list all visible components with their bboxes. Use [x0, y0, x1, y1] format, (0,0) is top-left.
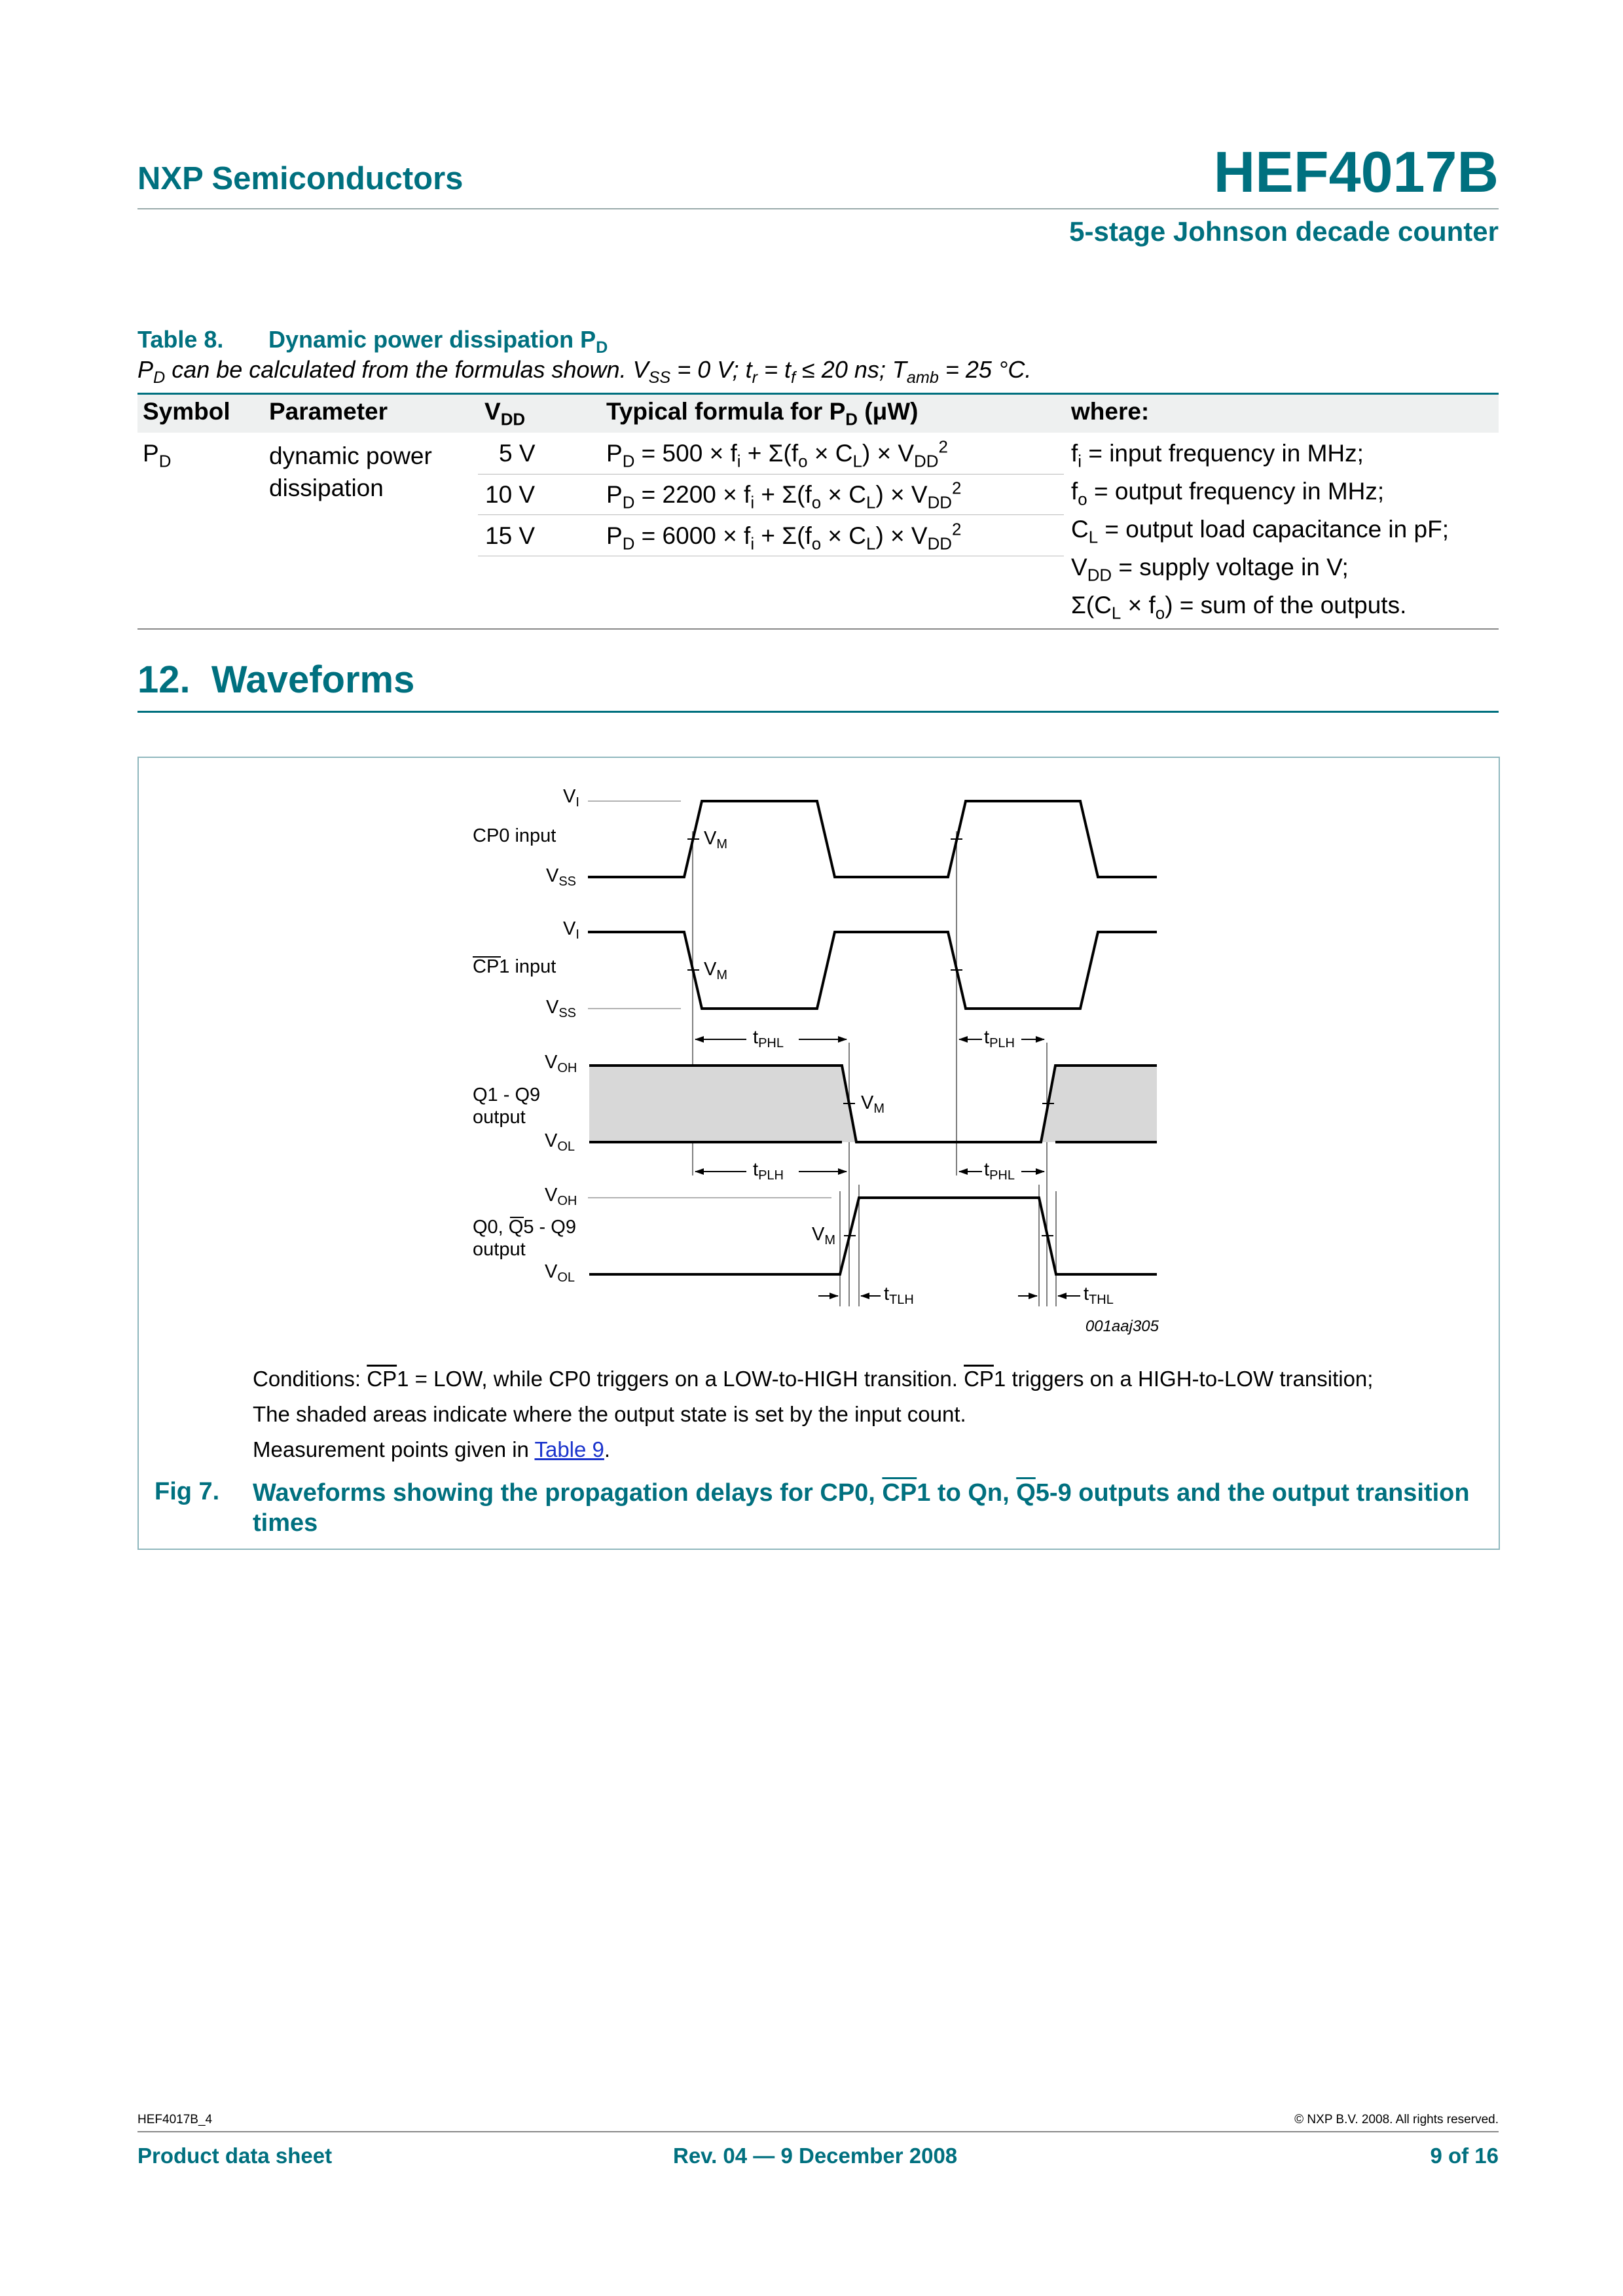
table-9-link[interactable]: Table 9 — [534, 1437, 604, 1462]
tplh-label: $t_{PLH}$ — [984, 1027, 1015, 1050]
tphl-label: $t_{PHL}$ — [984, 1159, 1015, 1183]
where-item: $f_i$ = input frequency in MHz; — [1071, 440, 1364, 471]
table-header-symbol: Symbol — [143, 398, 230, 425]
cell-vdd: 5 V — [499, 440, 536, 467]
cell-vdd: 10 V — [485, 481, 536, 508]
voh-label: $V_{OH}$ — [545, 1185, 577, 1208]
cell-parameter: dynamic power dissipation — [269, 442, 432, 501]
tplh-label: $t_{PLH}$ — [753, 1159, 784, 1183]
cp1-waveform — [588, 932, 1157, 1009]
footer-page: 9 of 16 — [1430, 2144, 1499, 2168]
vm-label: $V_M$ — [861, 1092, 885, 1116]
where-item: $C_L$ = output load capacitance in pF; — [1071, 516, 1449, 547]
tphl-label: $t_{PHL}$ — [753, 1027, 784, 1050]
where-item: $V_{DD}$ = supply voltage in V; — [1071, 554, 1349, 585]
cell-formula: $P_D = 2200 \times f_i + \Sigma(f_o \times C_L) \times V_{DD}^2$ — [606, 479, 962, 512]
where-item: $\Sigma(C_L \times f_o)$ = sum of the outputs. — [1071, 592, 1407, 623]
vm-label: $V_M$ — [704, 959, 728, 982]
vol-label: $V_{OL}$ — [545, 1130, 575, 1154]
figure-note: Measurement points given in Table 9. — [253, 1437, 611, 1462]
table-number: Table 8. — [137, 326, 224, 353]
vi-label: $V_I$ — [563, 786, 579, 810]
vss-label: $V_{SS}$ — [546, 865, 577, 889]
cell-symbol: $P_D$ — [143, 440, 172, 471]
figure-note: The shaded areas indicate where the output state is set by the input count. — [253, 1402, 966, 1426]
cp0-label: CP0 input — [473, 825, 556, 846]
q0-waveform — [589, 1198, 1157, 1274]
table-header-parameter: Parameter — [269, 398, 388, 425]
where-item: $f_o$ = output frequency in MHz; — [1071, 478, 1385, 509]
footer-doc-type: Product data sheet — [137, 2144, 333, 2168]
q1-label: Q1 - Q9 — [473, 1085, 541, 1105]
footer-copyright: © NXP B.V. 2008. All rights reserved. — [1294, 2113, 1499, 2126]
q0-label: Q0, Q5 - Q9 — [473, 1217, 576, 1238]
voh-label: $V_{OH}$ — [545, 1052, 577, 1075]
table-description: $P_D$ can be calculated from the formulas shown. $V_{SS} = 0$ V; $t_r = t_f \le 20$ ns; $T_{amb} = 25$ °C. — [137, 356, 1032, 387]
vol-label: $V_{OL}$ — [545, 1261, 575, 1285]
ttlh-label: $t_{TLH}$ — [884, 1283, 914, 1307]
section-title: 12. Waveforms — [137, 658, 415, 701]
q1-shaded-region — [589, 1066, 856, 1142]
footer-rule — [137, 2131, 1499, 2132]
q1-shaded-region — [1041, 1066, 1157, 1142]
cp0-waveform — [588, 801, 1157, 877]
cell-vdd: 15 V — [485, 522, 536, 549]
product-subtitle: 5-stage Johnson decade counter — [1069, 216, 1499, 247]
table-header-where: where: — [1071, 398, 1150, 425]
vss-label: $V_{SS}$ — [546, 997, 577, 1020]
table-header-vdd: $V_{DD}$ — [484, 398, 526, 429]
vm-label: $V_M$ — [812, 1224, 836, 1247]
tthl-label: $t_{THL}$ — [1084, 1283, 1114, 1307]
figure-caption: Waveforms showing the propagation delays for CP0, $\overline{CP}1$ to Qn, $\overline{Q}5-9$ outputs and the output transition times — [253, 1479, 1470, 1537]
product-title: HEF4017B — [1213, 139, 1499, 204]
figure-code: 001aaj305 — [1085, 1318, 1159, 1335]
figure-number: Fig 7. — [155, 1478, 220, 1505]
footer-doc-id: HEF4017B_4 — [137, 2113, 213, 2126]
reference-lines — [588, 801, 681, 1009]
footer-revision: Rev. 04 — 9 December 2008 — [673, 2144, 958, 2168]
table-title: Dynamic power dissipation $P_D$ — [268, 326, 608, 357]
company-name: NXP Semiconductors — [137, 161, 464, 196]
table-header-formula: Typical formula for $P_D$ (μW) — [606, 398, 919, 429]
cell-formula: $P_D = 500 \times f_i + \Sigma(f_o \times C_L) \times V_{DD}^2$ — [606, 438, 948, 471]
vm-label: $V_M$ — [704, 828, 728, 852]
cell-formula: $P_D = 6000 \times f_i + \Sigma(f_o \times C_L) \times V_{DD}^2$ — [606, 520, 962, 554]
q1-output-label: output — [473, 1107, 526, 1128]
figure-note: Conditions: $\overline{CP}1$ = LOW, while CP0 triggers on a LOW-to-HIGH transition. $\overline{CP}1$ triggers on a HIGH-to-LOW transition; — [253, 1367, 1374, 1391]
cp1-label: CP1 input — [473, 956, 556, 977]
q0-output-label: output — [473, 1239, 526, 1260]
vi-label: $V_I$ — [563, 918, 579, 942]
